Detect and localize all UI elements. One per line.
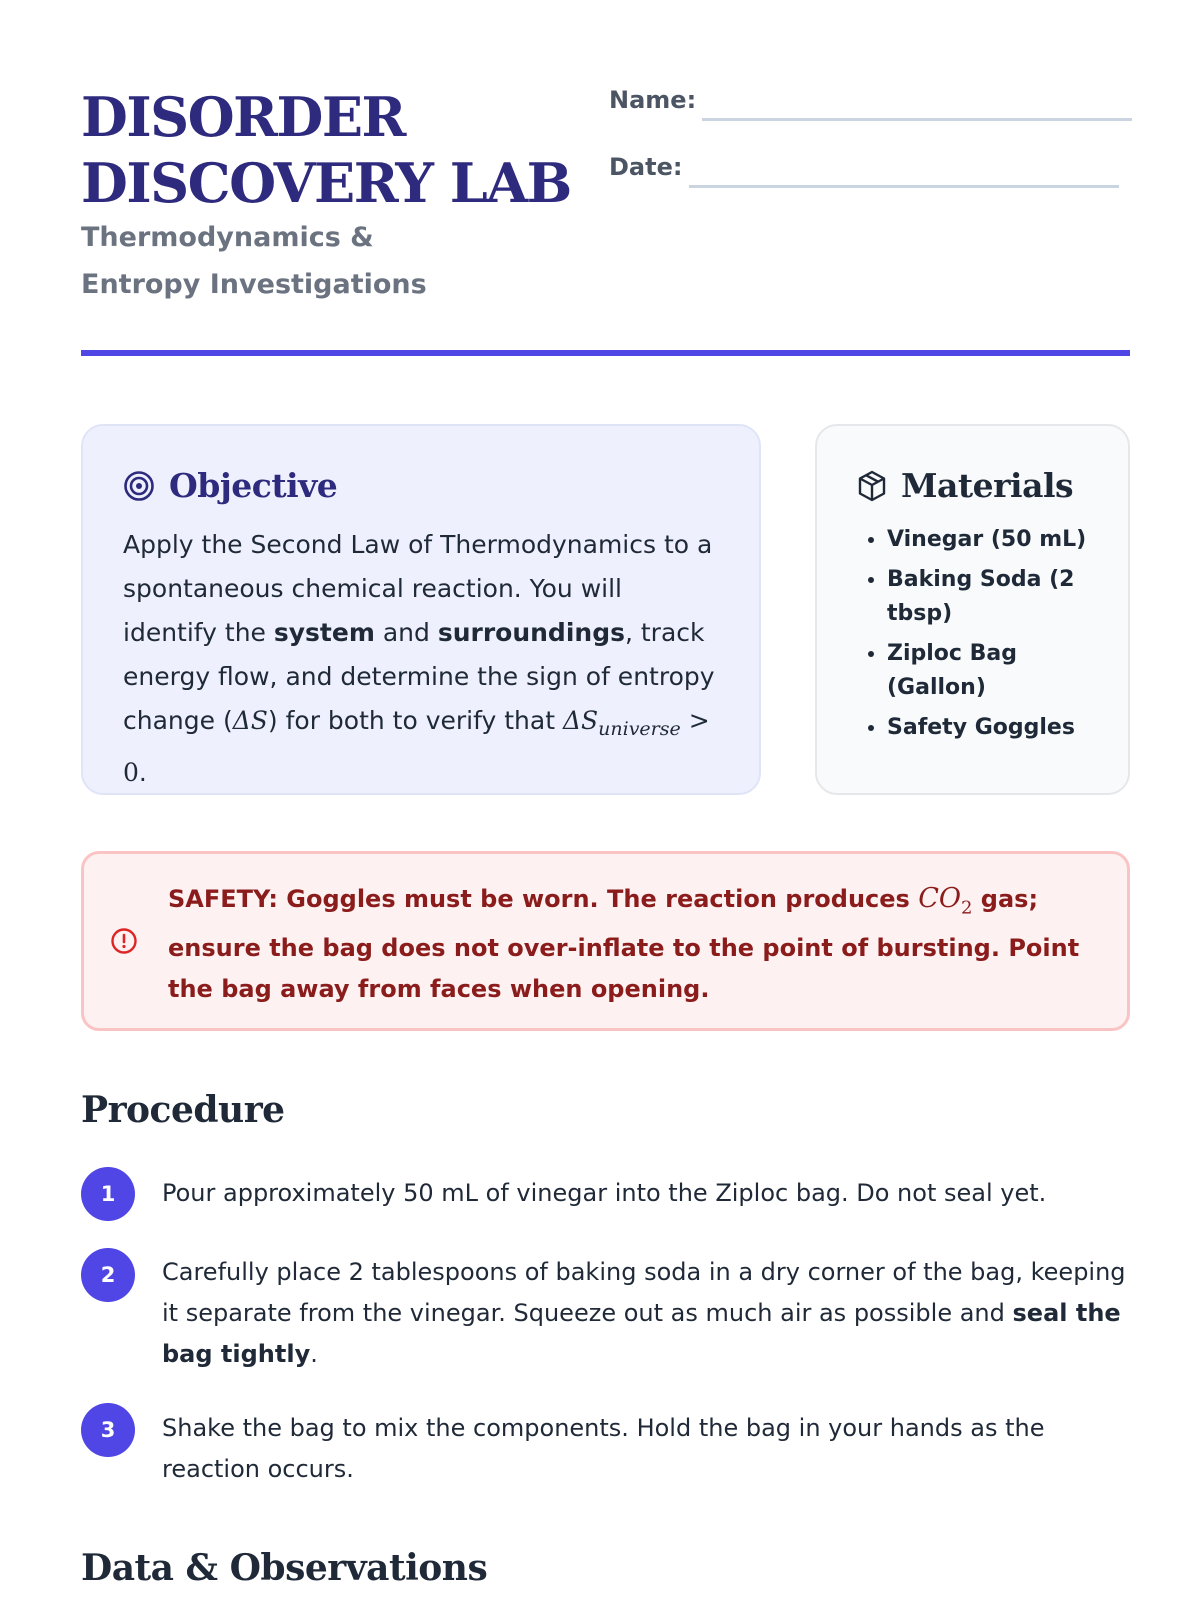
formula-base: CO [918, 883, 961, 914]
term-surroundings: surroundings [437, 618, 625, 647]
objective-heading: Objective [169, 466, 338, 505]
step-text [162, 1252, 1132, 1375]
data-observations-heading: Data & Observations [81, 1547, 488, 1589]
safety-text-part: SAFETY: Goggles must be worn. The reaction produces [168, 885, 919, 913]
objective-text-part: . [138, 758, 147, 787]
list-item: • Ziploc Bag (Gallon) [887, 637, 1088, 705]
step-text [162, 1408, 1132, 1490]
date-label: Date: [609, 153, 683, 181]
page-subtitle: Thermodynamics & Entropy Investigations [81, 222, 427, 300]
cube-icon [857, 470, 887, 502]
formula-rest: > 0 [123, 706, 710, 787]
list-item: • Vinegar (50 mL) [887, 523, 1088, 557]
objective-text-part: and [374, 618, 438, 647]
co2-formula [918, 883, 973, 919]
title-line-2: DISCOVERY LAB [81, 151, 571, 215]
step-text-part: . [310, 1340, 318, 1368]
name-field[interactable] [702, 118, 1132, 121]
step-text-part: Carefully place 2 tablespoons of baking soda in a dry corner of the bag, keeping it separate from the vinegar. Squeeze out as much air as possible and [162, 1258, 1126, 1327]
list-item: • Safety Goggles [887, 711, 1088, 745]
page-title [81, 84, 581, 216]
title-line-1: DISORDER [81, 85, 405, 149]
header-divider [81, 350, 1130, 356]
materials-list [857, 523, 1088, 745]
objective-text-part: ) for both to verify that [267, 706, 563, 735]
name-label: Name: [609, 86, 697, 114]
step-number-badge: 2 [81, 1248, 135, 1302]
step-number-badge: 1 [81, 1167, 135, 1221]
objective-text-part: Apply the Second Law of Thermodynamics to a spontaneous chemical reaction. You will identify the [123, 530, 713, 647]
materials-card [815, 424, 1130, 795]
procedure-heading: Procedure [81, 1089, 285, 1131]
delta-s-formula: ΔS [232, 706, 268, 735]
objective-text [123, 523, 719, 795]
step-number-badge: 3 [81, 1403, 135, 1457]
date-field[interactable] [689, 185, 1119, 188]
objective-header [123, 466, 719, 505]
materials-heading: Materials [901, 466, 1074, 505]
objective-card [81, 424, 761, 795]
formula-subscript: universe [598, 718, 681, 740]
term-system: system [273, 618, 375, 647]
step-text [162, 1173, 1132, 1214]
materials-header [857, 466, 1088, 505]
formula-subscript: 2 [961, 897, 973, 919]
safety-alert [81, 851, 1130, 1031]
step-text-part: Shake the bag to mix the components. Hold the bag in your hands as the reaction occurs. [162, 1414, 1045, 1483]
target-icon [123, 470, 155, 502]
list-item: • Baking Soda (2 tbsp) [887, 563, 1088, 631]
step-text-part: Pour approximately 50 mL of vinegar into the Ziploc bag. Do not seal yet. [162, 1179, 1047, 1207]
alert-circle-icon [110, 927, 138, 955]
safety-text [168, 878, 1098, 1010]
step-emphasis: seal the bag tightly [162, 1299, 1121, 1368]
objective-text-part: , track energy flow, and determine the sign of entropy change ( [123, 618, 715, 735]
formula-base: ΔS [562, 706, 599, 735]
safety-text-part: gas; ensure the bag does not over-inflate to the point of bursting. Point the bag away from faces when opening. [168, 885, 1080, 1004]
